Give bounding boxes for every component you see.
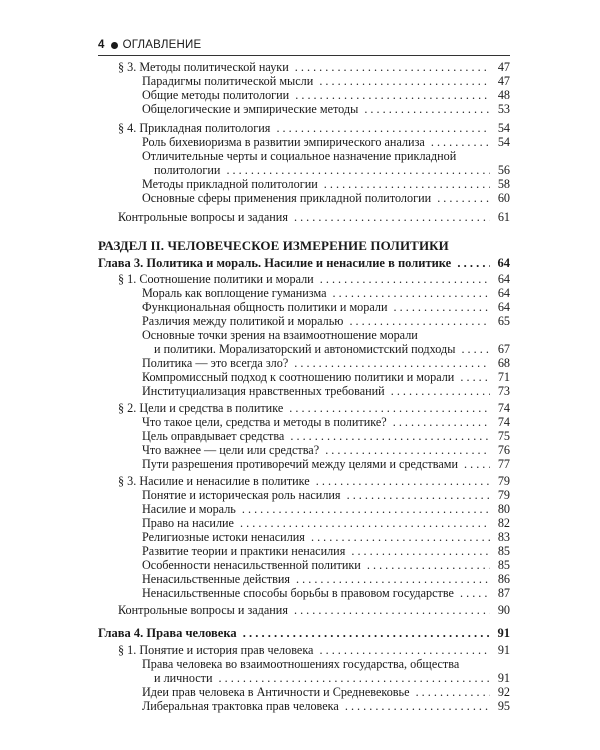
toc-page-number: 47 [490, 60, 510, 74]
toc-entry-title: Общие методы политологии [142, 88, 292, 102]
toc-subsection[interactable] [98, 286, 510, 300]
toc-subsection[interactable] [98, 544, 510, 558]
toc-page-number: 64 [490, 300, 510, 314]
toc-page-number: 76 [490, 443, 510, 457]
toc-questions[interactable] [98, 603, 510, 617]
toc-entry-title: Пути разрешения противоречий между целями и средствами [142, 457, 461, 471]
toc-section[interactable] [98, 474, 510, 488]
toc-entry-title-line1: Отличительные черты и социальное назначение прикладной [142, 149, 457, 163]
toc-subsection[interactable] [98, 314, 510, 328]
toc-page-number: 64 [490, 256, 510, 270]
toc-entry-title: Развитие теории и практики ненасилия [142, 544, 348, 558]
toc-section[interactable] [98, 121, 510, 135]
toc-page-number: 91 [490, 671, 510, 685]
toc-page-number: 64 [490, 286, 510, 300]
toc-subsection[interactable] [98, 443, 510, 457]
toc-subsection[interactable] [98, 102, 510, 116]
running-header [98, 38, 510, 52]
toc-entry-title: Контрольные вопросы и задания [118, 210, 291, 224]
toc-entry-title: Глава 3. Политика и мораль. Насилие и ненасилие в политике [98, 256, 454, 270]
toc-page-number: 47 [490, 74, 510, 88]
header-rule [98, 55, 510, 56]
toc-subsection[interactable] [98, 328, 510, 356]
toc-entry-title: Компромиссный подход к соотношению политики и морали [142, 370, 457, 384]
toc-questions[interactable] [98, 210, 510, 224]
toc-page-number: 61 [490, 210, 510, 224]
toc-page-number: 80 [490, 502, 510, 516]
toc-page-number: 73 [490, 384, 510, 398]
toc-subsection[interactable] [98, 558, 510, 572]
toc-subsection[interactable] [98, 74, 510, 88]
toc-page-number: 75 [490, 429, 510, 443]
toc-entry-title-line2: политологии [154, 163, 223, 177]
toc-subsection[interactable] [98, 191, 510, 205]
toc-entry-title: § 3. Методы политической науки [118, 60, 292, 74]
toc-page-number: 60 [490, 191, 510, 205]
header-title: ОГЛАВЛЕНИЕ [122, 39, 202, 51]
toc-entry-title: Парадигмы политической мысли [142, 74, 316, 88]
toc-page-number: 54 [490, 121, 510, 135]
toc-entry-title: Право на насилие [142, 516, 237, 530]
toc-subsection[interactable] [98, 586, 510, 600]
toc-entry-title: Функциональная общность политики и морали [142, 300, 391, 314]
toc-page-number: 87 [490, 586, 510, 600]
toc-subsection[interactable] [98, 384, 510, 398]
toc-page-number: 86 [490, 572, 510, 586]
toc-entry-title-line1: Права человека во взаимоотношениях государства, общества [142, 657, 460, 671]
toc-entry-title: § 2. Цели и средства в политике [118, 401, 286, 415]
bullet-icon [111, 42, 118, 49]
header-page-number: 4 [98, 39, 105, 51]
toc-page-number: 91 [490, 626, 510, 640]
toc-entry-title: Религиозные истоки ненасилия [142, 530, 308, 544]
toc-subsection[interactable] [98, 516, 510, 530]
toc-subsection[interactable] [98, 685, 510, 699]
toc-entry-title: Что такое цели, средства и методы в политике? [142, 415, 390, 429]
toc-entry-title: Цель оправдывает средства [142, 429, 287, 443]
toc-entry-title: Ненасильственные действия [142, 572, 293, 586]
toc-entry-title: Либеральная трактовка прав человека [142, 699, 342, 713]
toc-page-number: 79 [490, 474, 510, 488]
toc-subsection[interactable] [98, 488, 510, 502]
toc-page-number: 58 [490, 177, 510, 191]
toc-section[interactable] [98, 60, 510, 74]
toc-chapter[interactable] [98, 626, 510, 640]
toc-page-number: 91 [490, 643, 510, 657]
toc-entry-title: Понятие и историческая роль насилия [142, 488, 344, 502]
part-heading[interactable]: РАЗДЕЛ II. ЧЕЛОВЕЧЕСКОЕ ИЗМЕРЕНИЕ ПОЛИТИКИ [98, 238, 449, 253]
toc-entry-title-line1: Основные точки зрения на взаимоотношение морали [142, 328, 418, 342]
toc-subsection[interactable] [98, 300, 510, 314]
toc-page-number: 82 [490, 516, 510, 530]
toc-page-number: 65 [490, 314, 510, 328]
toc-section[interactable] [98, 401, 510, 415]
toc-page-number: 53 [490, 102, 510, 116]
toc-subsection[interactable] [98, 177, 510, 191]
toc-page-number: 56 [490, 163, 510, 177]
toc-subsection[interactable] [98, 135, 510, 149]
toc-entry-title: Глава 4. Права человека [98, 626, 240, 640]
toc-page-number: 90 [490, 603, 510, 617]
toc-subsection[interactable] [98, 530, 510, 544]
toc-subsection[interactable] [98, 415, 510, 429]
toc-section[interactable] [98, 272, 510, 286]
toc-entry-title: § 1. Понятие и история прав человека [118, 643, 316, 657]
toc-entry-title: Особенности ненасильственной политики [142, 558, 364, 572]
toc-entry-title: Методы прикладной политологии [142, 177, 321, 191]
toc-entry-title: Ненасильственные способы борьбы в правовом государстве [142, 586, 457, 600]
toc-entry-title: Институциализация нравственных требований [142, 384, 388, 398]
toc-subsection[interactable] [98, 356, 510, 370]
toc-subsection[interactable] [98, 699, 510, 713]
table-of-contents [98, 60, 510, 713]
toc-subsection[interactable] [98, 88, 510, 102]
toc-page-number: 95 [490, 699, 510, 713]
toc-entry-title: Что важнее — цели или средства? [142, 443, 322, 457]
toc-page-number: 48 [490, 88, 510, 102]
toc-subsection[interactable] [98, 572, 510, 586]
toc-entry-title: Роль бихевиоризма в развитии эмпирического анализа [142, 135, 428, 149]
toc-chapter[interactable] [98, 256, 510, 270]
toc-page-number: 64 [490, 272, 510, 286]
toc-entry-title-line2: и политики. Морализаторский и автономистский подходы [154, 342, 458, 356]
toc-page-number: 92 [490, 685, 510, 699]
toc-subsection[interactable] [98, 149, 510, 177]
toc-subsection[interactable] [98, 502, 510, 516]
toc-subsection[interactable] [98, 657, 510, 685]
toc-entry-title: § 3. Насилие и ненасилие в политике [118, 474, 313, 488]
toc-entry-title: Насилие и мораль [142, 502, 239, 516]
toc-subsection[interactable] [98, 370, 510, 384]
toc-page-number: 71 [490, 370, 510, 384]
toc-entry-title: § 1. Соотношение политики и морали [118, 272, 317, 286]
toc-page-number: 67 [490, 342, 510, 356]
toc-subsection[interactable] [98, 457, 510, 471]
toc-entry-title-line2: и личности [154, 671, 215, 685]
toc-entry-title: Политика — это всегда зло? [142, 356, 291, 370]
toc-section[interactable] [98, 643, 510, 657]
toc-page-number: 85 [490, 544, 510, 558]
toc-entry-title: Различия между политикой и моралью [142, 314, 346, 328]
toc-entry-title: Общелогические и эмпирические методы [142, 102, 361, 116]
toc-entry-title: Идеи прав человека в Античности и Средневековье [142, 685, 413, 699]
toc-entry-title: Мораль как воплощение гуманизма [142, 286, 330, 300]
toc-page-number: 83 [490, 530, 510, 544]
toc-page-number: 79 [490, 488, 510, 502]
toc-page-number: 68 [490, 356, 510, 370]
toc-page-number: 77 [490, 457, 510, 471]
toc-page-number: 74 [490, 415, 510, 429]
toc-page-number: 54 [490, 135, 510, 149]
toc-subsection[interactable] [98, 429, 510, 443]
toc-page-number: 85 [490, 558, 510, 572]
toc-entry-title: Основные сферы применения прикладной политологии [142, 191, 434, 205]
toc-page-number: 74 [490, 401, 510, 415]
toc-entry-title: Контрольные вопросы и задания [118, 603, 291, 617]
toc-entry-title: § 4. Прикладная политология [118, 121, 273, 135]
